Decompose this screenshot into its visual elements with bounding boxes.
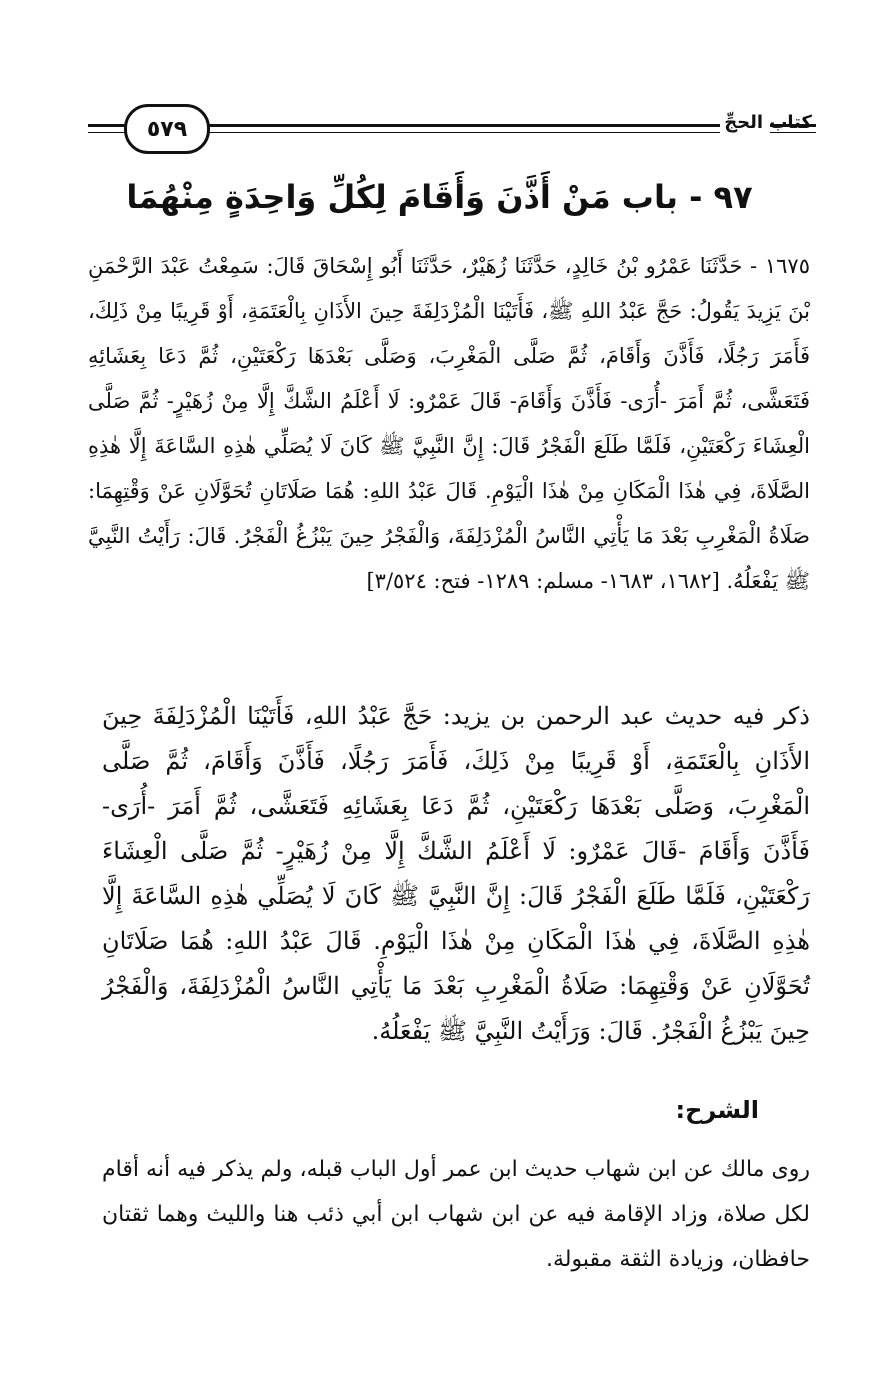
sharh-heading: الشرح: (675, 1096, 759, 1124)
header-rule (198, 132, 720, 133)
hadith-text: ١٦٧٥ - حَدَّثَنَا عَمْرُو بْنُ خَالِدٍ، حَدَّثَنَا زُهَيْرٌ، حَدَّثَنَا أَبُو إِسْحَاقَ قَالَ: سَمِعْتُ عَبْدَ الرَّحْمَنِ بْنَ يَزِيدَ يَقُولُ: حَجَّ عَبْدُ اللهِ ﷺ، فَأَتَيْنَا الْمُزْدَلِفَةَ حِينَ الأَذَانِ بِالْعَتَمَةِ، أَوْ قَرِيبًا مِنْ ذَلِكَ، فَأَمَرَ رَجُلًا، فَأَذَّنَ وَأَقَامَ، ثُمَّ صَلَّى الْمَغْرِبَ، وَصَلَّى بَعْدَهَا رَكْعَتَيْنِ، ثُمَّ دَعَا بِعَشَائِهِ فَتَعَشَّى، ثُمَّ أَمَرَ -أُرَى- فَأَذَّنَ وَأَقَامَ- قَالَ عَمْرٌو: لَا أَعْلَمُ الشَّكَّ إِلَّا مِنْ زُهَيْرٍ- ثُمَّ صَلَّى الْعِشَاءَ رَكْعَتَيْنِ، فَلَمَّا طَلَعَ الْفَجْرُ قَالَ: إِنَّ النَّبِيَّ ﷺ كَانَ لَا يُصَلِّي هٰذِهِ السَّاعَةَ إِلَّا هٰذِهِ الصَّلَاةَ، فِي هٰذَا الْمَكَانِ مِنْ هٰذَا الْيَوْمِ. قَالَ عَبْدُ اللهِ: هُمَا صَلَاتَانِ تُحَوَّلَانِ عَنْ وَقْتِهِمَا: صَلَاةُ الْمَغْرِبِ بَعْدَ مَا يَأْتِي النَّاسُ الْمُزْدَلِفَةَ، وَالْفَجْرُ حِينَ يَبْزُغُ الْفَجْرُ. قَالَ: رَأَيْتُ النَّبِيَّ ﷺ يَفْعَلُهُ. [١٦٨٢، ١٦٨٣- مسلم: ١٢٨٩- فتح: ٣/٥٢٤] (88, 254, 810, 593)
page-number: ٥٧٩ (124, 104, 210, 154)
commentary-text: ذكر فيه حديث عبد الرحمن بن يزيد: حَجَّ عَبْدُ اللهِ، فَأَتَيْنَا الْمُزْدَلِفَةَ حِينَ الأَذَانِ بِالْعَتَمَةِ، أَوْ قَرِيبًا مِنْ ذَلِكَ، فَأَمَرَ رَجُلًا، فَأَذَّنَ وَأَقَامَ، ثُمَّ صَلَّى الْمَغْرِبَ، وَصَلَّى بَعْدَهَا رَكْعَتَيْنِ، ثُمَّ دَعَا بِعَشَائِهِ فَتَعَشَّى، ثُمَّ أَمَرَ -أُرَى- فَأَذَّنَ وَأَقَامَ -قَالَ عَمْرٌو: لَا أَعْلَمُ الشَّكَّ إِلَّا مِنْ زُهَيْرٍ- ثُمَّ صَلَّى الْعِشَاءَ رَكْعَتَيْنِ، فَلَمَّا طَلَعَ الْفَجْرُ قَالَ: إِنَّ النَّبِيَّ ﷺ كَانَ لَا يُصَلِّي هٰذِهِ السَّاعَةَ إِلَّا هٰذِهِ الصَّلَاةَ، فِي هٰذَا الْمَكَانِ مِنْ هٰذَا الْيَوْمِ. قَالَ عَبْدُ اللهِ: هُمَا صَلَاتَانِ تُحَوَّلَانِ عَنْ وَقْتِهِمَا: صَلَاةُ الْمَغْرِبِ بَعْدَ مَا يَأْتِي النَّاسُ الْمُزْدَلِفَةَ، وَالْفَجْرُ حِينَ يَبْزُغُ الْفَجْرُ. قَالَ: وَرَأَيْتُ النَّبِيَّ ﷺ يَفْعَلُهُ. (102, 702, 810, 1045)
page-header (88, 100, 816, 158)
sharh-text: روى مالك عن ابن شهاب حديث ابن عمر أول الباب قبله، ولم يذكر فيه أنه أقام لكل صلاة، وزاد الإقامة فيه عن ابن شهاب ابن أبي ذئب هنا والليث وهما ثقتان حافظان، وزيادة الثقة مقبولة. (102, 1157, 810, 1272)
book-title: كتاب الحجِّ (724, 112, 812, 133)
chapter-heading: ٩٧ - باب مَنْ أَذَّنَ وَأَقَامَ لِكُلِّ وَاحِدَةٍ مِنْهُمَا (126, 178, 753, 216)
header-rule (198, 124, 720, 127)
